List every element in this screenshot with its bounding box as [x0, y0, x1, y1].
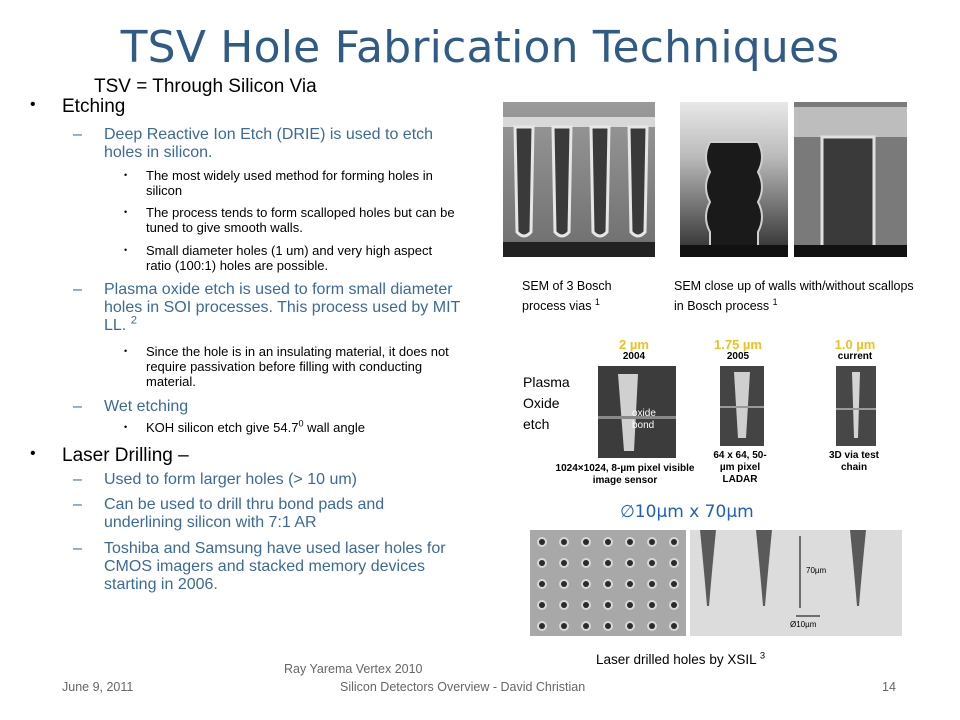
- laser-caption-text: Laser drilled holes by XSIL: [596, 652, 757, 667]
- slide-title: TSV Hole Fabrication Techniques: [120, 22, 840, 73]
- drie-bullet-1: [124, 168, 456, 198]
- sem-bosch-caption-text: SEM of 3 Bosch process vias: [522, 279, 612, 313]
- wet-text: Wet etching: [104, 398, 189, 415]
- plasma-etch-figure: [540, 338, 880, 488]
- laser-holes-array-image: [530, 530, 686, 636]
- slide-subtitle: TSV = Through Silicon Via: [94, 76, 317, 97]
- bullet-icon: •: [124, 245, 128, 255]
- plasma-item: [73, 281, 479, 335]
- laser-holes-section-image: [690, 530, 902, 636]
- footer-event: Silicon Detectors Overview - David Christian: [340, 680, 586, 694]
- desc-2005-label: 64 x 64, 50-µm pixel LADAR: [713, 450, 767, 485]
- size-2004-label: 2 µm: [619, 337, 649, 352]
- bullet-icon: •: [124, 346, 128, 356]
- etching-heading-item: [30, 96, 126, 118]
- footer-date: June 9, 2011: [62, 680, 134, 694]
- sem-smooth-wall-image: [794, 102, 907, 257]
- drie-bullet-3: [124, 243, 456, 273]
- bond-label: bond: [632, 420, 655, 431]
- laser-item-3: [73, 540, 469, 594]
- laser-heading-item: [30, 445, 189, 467]
- dash-icon: –: [73, 471, 82, 488]
- dash-icon: –: [73, 126, 82, 143]
- bullet-icon: •: [30, 96, 36, 113]
- sem-closeup-ref: 1: [772, 296, 778, 307]
- laser-heading: Laser Drilling –: [62, 445, 189, 466]
- year-2005-label: 2005: [726, 351, 750, 362]
- wet-item: [73, 398, 189, 416]
- bullet-icon: •: [124, 422, 128, 432]
- laser-depth-label: 70µm: [806, 566, 827, 575]
- sem-bosch-vias-image: [503, 102, 655, 257]
- dash-icon: –: [73, 496, 82, 513]
- bullet-icon: •: [30, 445, 36, 462]
- laser-item-3-text: Toshiba and Samsung have used laser holes for CMOS imagers and stacked memory devices starting in 2006.: [104, 540, 446, 593]
- via-2005-image: [720, 366, 764, 446]
- drie-text: Deep Reactive Ion Etch (DRIE) is used to etch holes in silicon.: [104, 126, 434, 161]
- bullet-icon: •: [124, 170, 128, 180]
- footer-page-number: 14: [882, 680, 896, 694]
- degree-sup: 0: [298, 418, 304, 429]
- dash-icon: –: [73, 398, 82, 415]
- sem-closeup-caption-text: SEM close up of walls with/without scallops in Bosch process: [674, 279, 914, 313]
- plasma-bullet-1: [124, 344, 466, 389]
- wet-bullet-text-end: wall angle: [303, 420, 365, 435]
- year-current-label: current: [837, 351, 873, 362]
- year-2004-label: 2004: [622, 351, 646, 362]
- dash-icon: –: [73, 281, 82, 298]
- laser-diam-label: Ø10µm: [790, 620, 817, 629]
- laser-item-1: [73, 471, 474, 489]
- wet-bullet-text: KOH silicon etch give 54.7: [146, 420, 299, 435]
- desc-2004-label: 1024×1024, 8-µm pixel visible image sensor: [555, 463, 695, 486]
- sem-bosch-caption: [522, 276, 652, 316]
- drie-bullet-3-text: Small diameter holes (1 um) and very high aspect ratio (100:1) holes are possible.: [146, 243, 433, 273]
- laser-item-2: [73, 496, 464, 532]
- wet-bullet-1: [124, 418, 466, 435]
- dash-icon: –: [73, 540, 82, 557]
- drie-bullet-2: [124, 205, 456, 235]
- size-2005-label: 1.75 µm: [714, 337, 762, 352]
- plasma-text: Plasma oxide etch is used to form small diameter holes in SOI processes. This process used by MIT LL.: [104, 281, 461, 334]
- drie-bullet-2-text: The process tends to form scalloped holes but can be tuned to give smooth walls.: [146, 205, 455, 235]
- laser-dims-label: ∅10µm x 70µm: [620, 502, 754, 522]
- footer-author: Ray Yarema Vertex 2010: [284, 662, 423, 676]
- sem-scalloped-wall-image: [680, 102, 788, 257]
- via-current-image: [836, 366, 876, 446]
- plasma-ref: 2: [130, 314, 137, 327]
- desc-current-label: 3D via test chain: [828, 450, 880, 473]
- size-current-label: 1.0 µm: [834, 337, 876, 352]
- drie-bullet-1-text: The most widely used method for forming holes in silicon: [146, 168, 433, 198]
- sem-bosch-ref: 1: [594, 296, 600, 307]
- sem-closeup-caption: [674, 276, 914, 316]
- laser-ref: 3: [759, 650, 766, 662]
- bullet-icon: •: [124, 207, 128, 217]
- plasma-bullet-1-text: Since the hole is in an insulating material, it does not require passivation before filling with conducting material.: [146, 344, 449, 389]
- laser-caption: [596, 652, 765, 667]
- drie-item: [73, 126, 474, 162]
- laser-item-1-text: Used to form larger holes (> 10 um): [104, 471, 357, 488]
- oxide-label: oxide: [632, 408, 656, 419]
- laser-item-2-text: Can be used to drill thru bond pads and underlining silicon with 7:1 AR: [104, 496, 385, 531]
- etching-heading: Etching: [62, 96, 126, 117]
- plasma-oxide-label: Plasma Oxide etch: [523, 374, 570, 432]
